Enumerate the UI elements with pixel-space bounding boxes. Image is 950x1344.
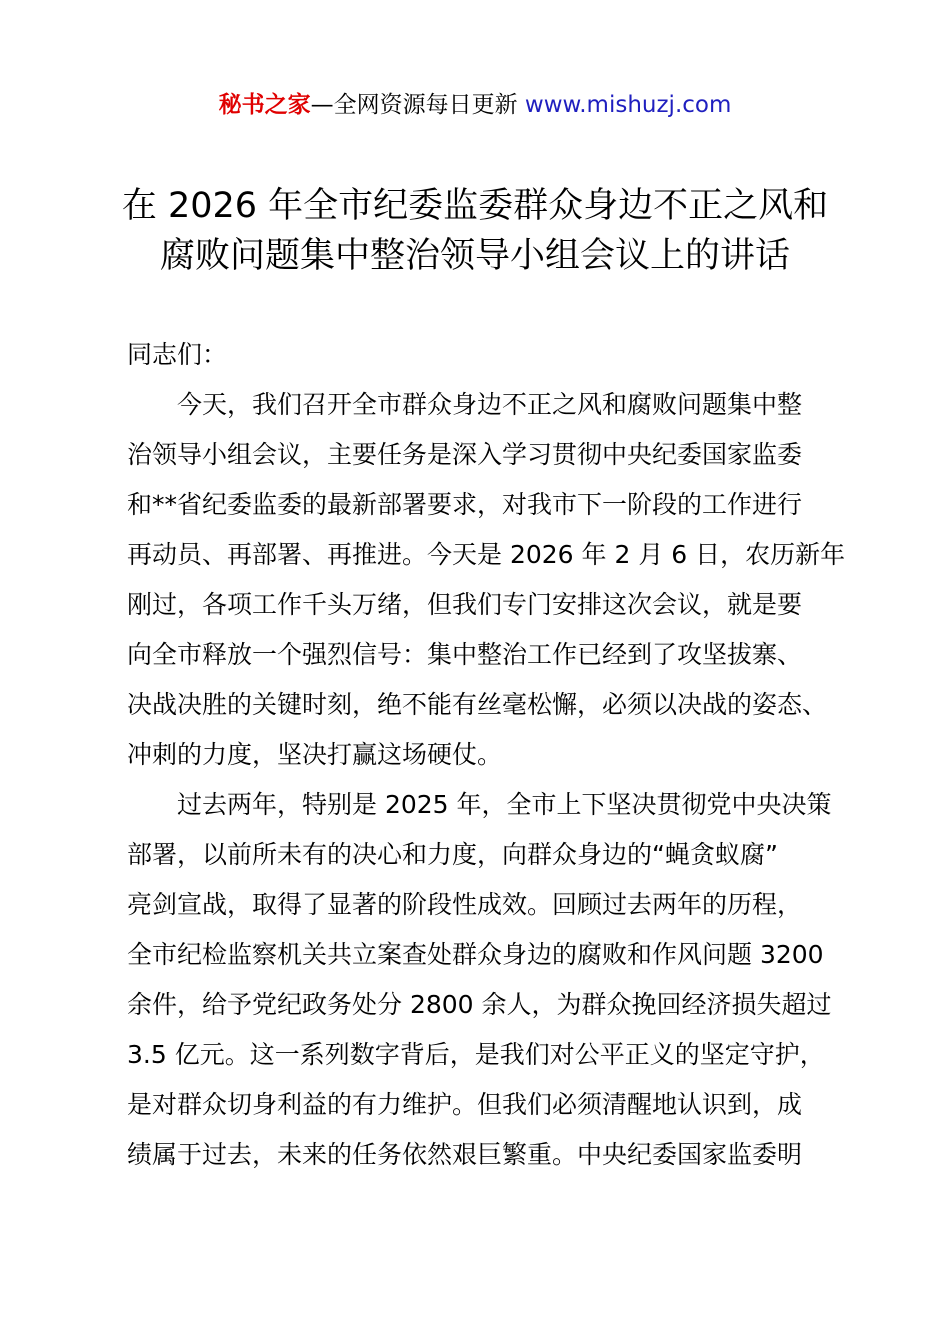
document-title xyxy=(60,181,890,281)
paragraph-1 xyxy=(127,380,846,780)
paragraph-line: 绩属于过去，未来的任务依然艰巨繁重。中央纪委国家监委明 xyxy=(127,1140,803,1169)
paragraph-line: 再动员、再部署、再推进。今天是 2026 年 2 月 6 日，农历新年 xyxy=(127,540,846,569)
paragraph-line: 部署，以前所未有的决心和力度，向群众身边的“蝇贪蚁腐” xyxy=(127,840,778,869)
title-line-1: 在 2026 年全市纪委监委群众身边不正之风和 xyxy=(121,186,829,226)
paragraph-line: 全市纪检监察机关共立案查处群众身边的腐败和作风问题 3200 xyxy=(127,940,824,969)
paragraph-line: 治领导小组会议，主要任务是深入学习贯彻中央纪委国家监委 xyxy=(127,440,803,469)
paragraph-line: 亮剑宣战，取得了显著的阶段性成效。回顾过去两年的历程， xyxy=(127,890,803,919)
header-tagline: —全网资源每日更新 xyxy=(310,92,525,118)
salutation: 同志们： xyxy=(127,340,228,369)
paragraph-2 xyxy=(127,780,833,1180)
paragraph-line: 余件，给予党纪政务处分 2800 余人，为群众挽回经济损失超过 xyxy=(127,990,832,1019)
paragraph-line: 和**省纪委监委的最新部署要求，对我市下一阶段的工作进行 xyxy=(127,490,803,519)
paragraph-line: 刚过，各项工作千头万绪，但我们专门安排这次会议，就是要 xyxy=(127,590,803,619)
brand-name: 秘书之家 xyxy=(218,92,311,118)
paragraph-line: 是对群众切身利益的有力维护。但我们必须清醒地认识到，成 xyxy=(127,1090,803,1119)
paragraph-line: 过去两年，特别是 2025 年，全市上下坚决贯彻党中央决策 xyxy=(177,790,832,819)
site-url-link[interactable]: www.mishuzj.com xyxy=(524,92,732,118)
site-header xyxy=(0,88,950,122)
paragraph-line: 3.5 亿元。这一系列数字背后，是我们对公平正义的坚定守护， xyxy=(127,1040,825,1069)
paragraph-line: 今天，我们召开全市群众身边不正之风和腐败问题集中整 xyxy=(177,390,803,419)
paragraph-line: 冲刺的力度，坚决打赢这场硬仗。 xyxy=(127,740,503,769)
paragraph-line: 决战决胜的关键时刻，绝不能有丝毫松懈，必须以决战的姿态、 xyxy=(127,690,828,719)
paragraph-line: 向全市释放一个强烈信号：集中整治工作已经到了攻坚拔寨、 xyxy=(127,640,803,669)
title-line-2: 腐败问题集中整治领导小组会议上的讲话 xyxy=(159,236,790,276)
document-body xyxy=(127,330,846,1180)
